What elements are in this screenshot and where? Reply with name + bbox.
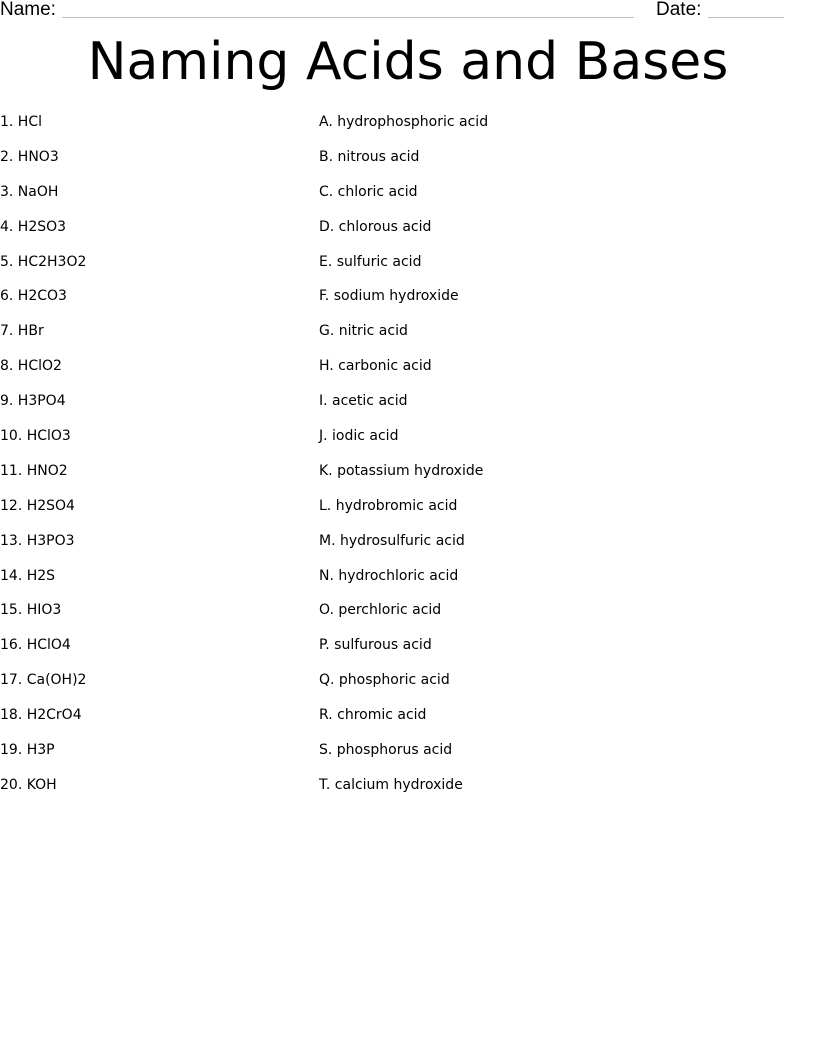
formula-item: 19. H3P bbox=[0, 742, 55, 759]
worksheet-header bbox=[0, 0, 816, 24]
formula-item: 14. H2S bbox=[0, 567, 56, 584]
name-label: Name: bbox=[0, 0, 56, 20]
formula-item: 13. H3PO3 bbox=[0, 532, 75, 549]
name-option-item: O. perchloric acid bbox=[319, 602, 442, 619]
formula-item: 18. H2CrO4 bbox=[0, 707, 82, 724]
name-option-item: S. phosphorus acid bbox=[319, 742, 453, 759]
formula-item: 20. KOH bbox=[0, 776, 57, 793]
name-option-item: Q. phosphoric acid bbox=[319, 672, 450, 689]
name-option-item: H. carbonic acid bbox=[319, 358, 432, 375]
formula-item: 8. HClO2 bbox=[0, 358, 62, 375]
name-option-item: A. hydrophosphoric acid bbox=[319, 114, 489, 130]
name-option-item: N. hydrochloric acid bbox=[319, 567, 459, 584]
formula-item: 6. H2CO3 bbox=[0, 288, 67, 305]
formula-item: 3. NaOH bbox=[0, 183, 59, 200]
name-option-item: B. nitrous acid bbox=[319, 148, 420, 165]
name-option-item: E. sulfuric acid bbox=[319, 253, 422, 270]
name-option-item: F. sodium hydroxide bbox=[319, 288, 459, 305]
name-option-item: J. iodic acid bbox=[319, 428, 399, 445]
date-label: Date: bbox=[656, 0, 702, 20]
name-option-item: I. acetic acid bbox=[319, 393, 408, 410]
formula-item: 16. HClO4 bbox=[0, 637, 71, 654]
formula-item: 10. HClO3 bbox=[0, 428, 71, 445]
name-options-list bbox=[319, 112, 799, 810]
name-blank-line bbox=[62, 17, 634, 18]
formula-item: 17. Ca(OH)2 bbox=[0, 672, 87, 689]
name-option-item: K. potassium hydroxide bbox=[319, 462, 484, 479]
name-option-item: M. hydrosulfuric acid bbox=[319, 532, 465, 549]
name-option-item: P. sulfurous acid bbox=[319, 637, 432, 654]
formula-list bbox=[0, 112, 300, 810]
formula-item: 9. H3PO4 bbox=[0, 393, 66, 410]
page-title: Naming Acids and Bases bbox=[87, 32, 729, 92]
formula-item: 11. HNO2 bbox=[0, 462, 68, 479]
formula-item: 7. HBr bbox=[0, 323, 44, 340]
name-option-item: G. nitric acid bbox=[319, 323, 408, 340]
name-option-item: D. chlorous acid bbox=[319, 218, 432, 235]
formula-item: 5. HC2H3O2 bbox=[0, 253, 87, 270]
date-blank-line bbox=[708, 17, 784, 18]
name-option-item: R. chromic acid bbox=[319, 707, 427, 724]
formula-item: 1. HCl bbox=[0, 114, 42, 130]
name-option-item: T. calcium hydroxide bbox=[319, 776, 463, 793]
formula-item: 15. HIO3 bbox=[0, 602, 62, 619]
name-option-item: L. hydrobromic acid bbox=[319, 497, 458, 514]
name-option-item: C. chloric acid bbox=[319, 183, 418, 200]
formula-item: 12. H2SO4 bbox=[0, 497, 75, 514]
formula-item: 4. H2SO3 bbox=[0, 218, 67, 235]
formula-item: 2. HNO3 bbox=[0, 148, 59, 165]
